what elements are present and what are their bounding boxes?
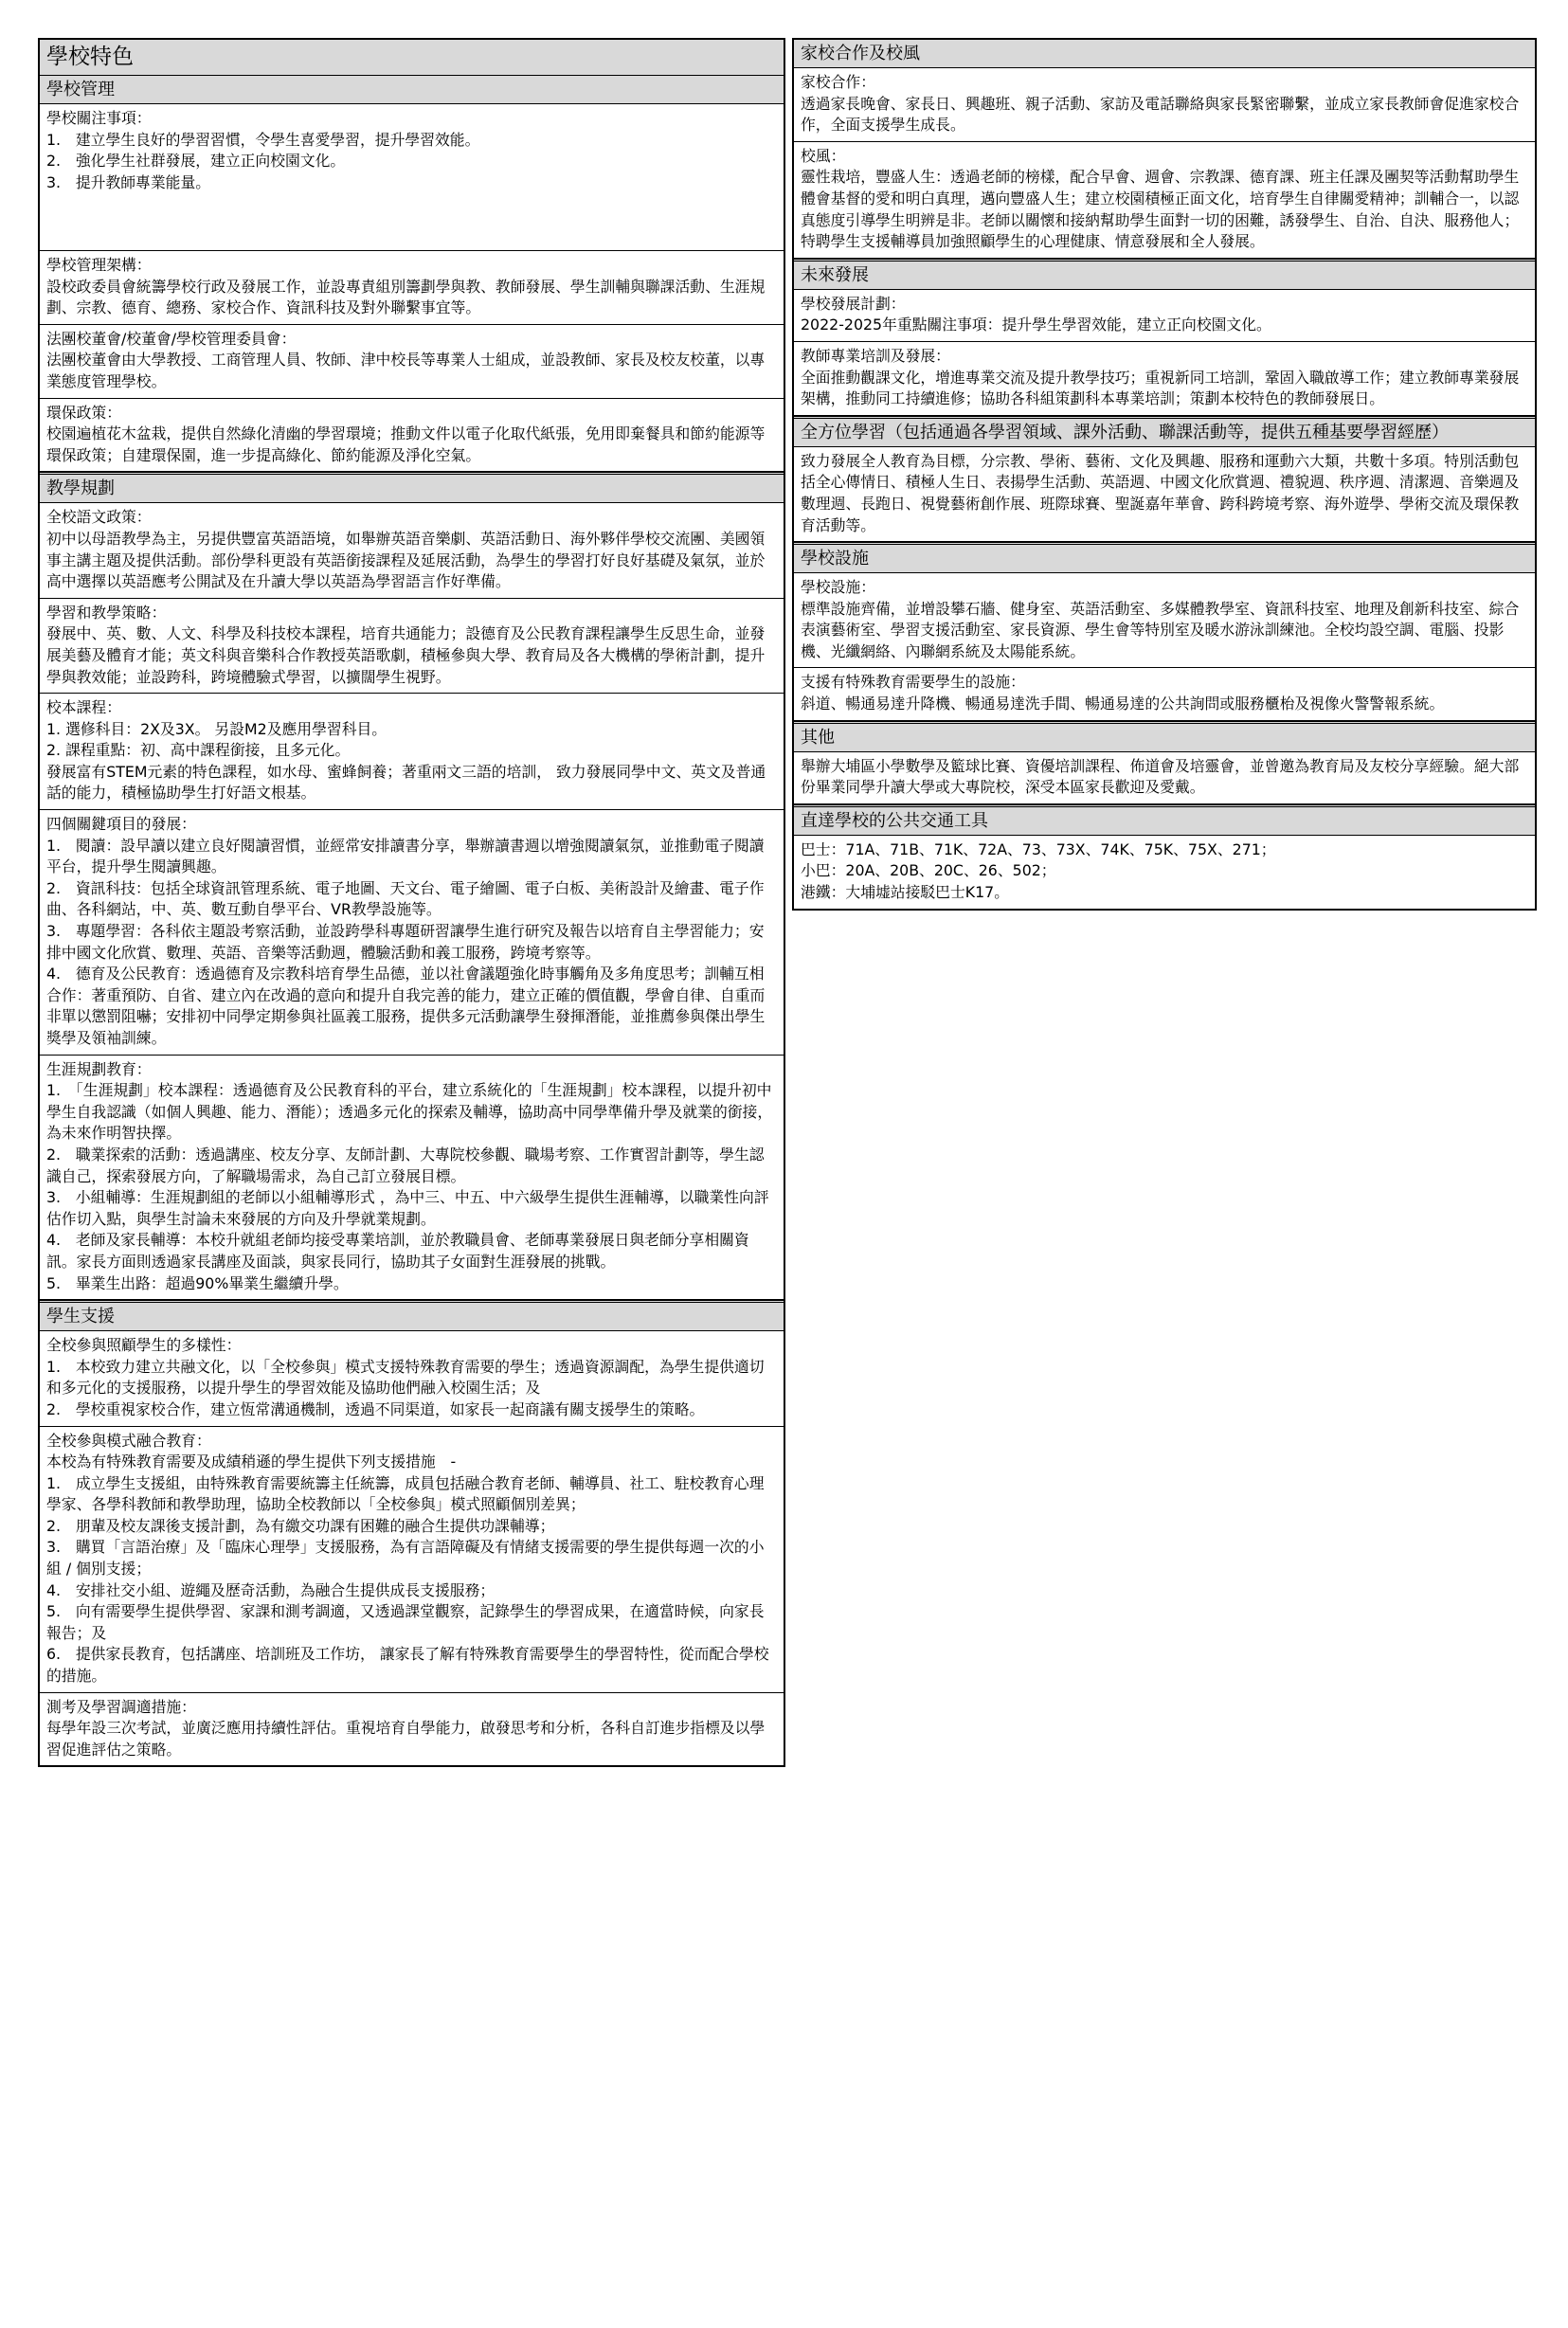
block-teacher-development <box>794 342 1535 416</box>
block-school-ethos <box>794 142 1535 259</box>
section-heading-home-school: 家校合作及校風 <box>794 40 1535 68</box>
block-management-structure <box>40 251 784 325</box>
block-text: 巴士：71A、71B、71K、72A、73、73X、74K、75K、75X、271； 小巴：20A、20B、20C、26、502； 港鐵：大埔墟站接駁巴士K17。 <box>801 839 1276 902</box>
block-label: 學校發展計劃： <box>801 294 906 313</box>
block-key-tasks <box>40 810 784 1056</box>
block-concerns <box>40 104 784 251</box>
block-assessment <box>40 1693 784 1766</box>
block-language-policy <box>40 503 784 598</box>
section-heading-facilities: 學校設施 <box>794 542 1535 573</box>
section-heading-others: 其他 <box>794 721 1535 752</box>
block-text: 舉辦大埔區小學數學及籃球比賽、資優培訓課程、佈道會及培靈會，並曾邀為教育局及友校分享經驗。絕大部份畢業同學升讀大學或大專院校，深受本區家長歡迎及愛戴。 <box>801 756 1520 797</box>
block-label: 測考及學習調適措施： <box>46 1697 196 1716</box>
block-sen-facilities <box>794 668 1535 720</box>
block-development-plan <box>794 290 1535 342</box>
section-heading-student-support: 學生支援 <box>40 1300 784 1331</box>
block-text: 設校政委員會統籌學校行政及發展工作，並設專責組別籌劃學與教、教師發展、學生訓輔與聯課活動、生涯規劃、宗教、德育、總務、家校合作、資訊科技及對外聯繫事宜等。 <box>46 277 766 317</box>
block-label: 學校設施： <box>801 578 875 597</box>
block-learning-strategy <box>40 599 784 694</box>
block-label: 生涯規劃教育： <box>46 1059 152 1078</box>
block-label: 全校語文政策： <box>46 508 152 527</box>
block-label: 校本課程： <box>46 698 121 717</box>
block-label: 教師專業培訓及發展： <box>801 346 950 365</box>
block-text: 1. 本校致力建立共融文化，以「全校參與」模式支援特殊教育需要的學生；透過資源調配，為學生提供適切和多元化的支援服務，以提升學生的學習效能及協助他們融入校園生活；及 2. 學校重視家校合作，建立恆常溝通機制，透過不同渠道，如家長一起商議有關支援學生的策略。 <box>46 1357 765 1418</box>
block-others <box>794 752 1535 804</box>
block-label: 全校參與照顧學生的多樣性： <box>46 1336 242 1355</box>
block-school-board <box>40 325 784 399</box>
block-label: 支援有特殊教育需要學生的設施： <box>801 673 1025 692</box>
section-heading-all-round-learning: 全方位學習（包括通過各學習領域、課外活動、聯課活動等，提供五種基要學習經歷） <box>794 416 1535 447</box>
block-label: 學習和教學策略： <box>46 603 167 622</box>
block-text: 本校為有特殊教育需要及成績稍遜的學生提供下列支援措施 - 1. 成立學生支援組，由特殊教育需要統籌主任統籌，成員包括融合教育老師、輔導員、社工、駐校教育心理學家、各學科教師和教學助理，協助全校教師以「全校參與」模式照顧個別差異； 2. 朋輩及校友課後支援計劃，為有繳交功課有困難的融合生提供功課輔導； 3. 購買「言語治療」及「臨床心理學」支援服務，為有言語障礙及有情緒支援需要的學生提供每週一次的小組 / 個別支援； 4. 安排社交小組、遊繩及歷奇活動，為融合生提供成長支援服務； 5. 向有需要學生提供學習、家課和測考調適，又透過課堂觀察，記錄學生的學習成果，在適當時候，向家長報告；及 6. 提供家長教育，包括講座、培訓班及工作坊， 讓家長了解有特殊教育需要學生的學習特性，從而配合學校的措施。 <box>46 1453 769 1686</box>
block-text: 發展中、英、數、人文、科學及科技校本課程，培育共通能力；設德育及公民教育課程讓學生反思生命，並發展美藝及體育才能；英文科與音樂科合作教授英語歌劇，積極參與大學、教育局及各大機構的學術計劃，提升學與教效能；並設跨科，跨境體驗式學習，以擴闊學生視野。 <box>46 624 766 686</box>
block-all-round-learning <box>794 447 1535 542</box>
block-integrated-education <box>40 1427 784 1693</box>
block-text: 每學年設三次考試，並廣泛應用持續性評估。重視培育自學能力，啟發思考和分析，各科自訂進步指標及以學習促進評估之策略。 <box>46 1719 766 1759</box>
block-text: 初中以母語教學為主，另提供豐富英語語境，如舉辦英語音樂劇、英語活動日、海外夥伴學校交流團、美國領事主講主題及提供活動。部份學科更設有英語銜接課程及延展活動，為學生的學習打好良好基礎及氣氛，並於高中選擇以英語應考公開試及在升讀大學以英語為學習語言作好準備。 <box>46 529 766 591</box>
section-heading-transport: 直達學校的公共交通工具 <box>794 804 1535 836</box>
block-diversity <box>40 1331 784 1426</box>
block-label: 四個關鍵項目的發展： <box>46 815 196 834</box>
block-school-facilities <box>794 573 1535 668</box>
block-text: 校園遍植花木盆栽，提供自然綠化清幽的學習環境；推動文件以電子化取代紙張，免用即棄餐具和節約能源等環保政策；自建環保園，進一步提高綠化、節約能源及淨化空氣。 <box>46 424 766 464</box>
block-text: 1. 閱讀：設早讀以建立良好閱讀習慣，並經常安排讀書分享，舉辦讀書週以增強閱讀氣氛，並推動電子閱讀平台，提升學生閱讀興趣。 2. 資訊科技：包括全球資訊管理系統、電子地圖、天文台、電子繪圖、電子白板、美術設計及繪畫、電子作曲、各科網站，中、英、數互動自學平台、VR教學設施等。 3. 專題學習：各科依主題設考察活動，並設跨學科專題研習讓學生進行研究及報告以培育自主學習能力；安排中國文化欣賞、數理、英語、音樂等活動週，體驗活動和義工服務，跨境考察等。 4. 德育及公民教育：透過德育及宗教科培育學生品德，並以社會議題強化時事觸角及多角度思考；訓輔互相合作：著重預防、自省、建立內在改過的意向和提升自我完善的能力，建立正確的價值觀，學會自律、自重而非單以懲罰阻嚇；安排初中同學定期參與社區義工服務，提供多元活動讓學生發揮潛能，並推薦參與傑出學生獎學及領袖訓練。 <box>46 836 766 1047</box>
block-label: 環保政策： <box>46 403 121 422</box>
page-title: 學校特色 <box>40 40 784 76</box>
block-text: 全面推動觀課文化，增進專業交流及提升教學技巧；重視新同工培訓，鞏固入職啟導工作；建立教師專業發展架構，推動同工持續進修；協助各科組策劃科本專業培訓；策劃本校特色的教師發展日。 <box>801 368 1520 408</box>
block-label: 學校關注事項： <box>46 109 152 127</box>
block-life-planning <box>40 1056 784 1301</box>
block-label: 校風： <box>801 146 846 165</box>
block-label: 家校合作： <box>801 73 875 91</box>
section-heading-future: 未來發展 <box>794 259 1535 290</box>
block-label: 法團校董會/校董會/學校管理委員會： <box>46 329 297 348</box>
block-text: 1. 建立學生良好的學習習慣，令學生喜愛學習，提升學習效能。 2. 強化學生社群發展，建立正向校園文化。 3. 提升教師專業能量。 <box>46 130 480 191</box>
block-home-school-cooperation <box>794 68 1535 142</box>
block-label: 全校參與模式融合教育： <box>46 1431 211 1450</box>
block-text: 標準設施齊備，並增設攀石牆、健身室、英語活動室、多媒體教學室、資訊科技室、地理及創新科技室、綜合表演藝術室、學習支援活動室、家長資源、學生會等特別室及暖水游泳訓練池。全校均設空調、電腦、投影機、光纖網絡、內聯網系統及太陽能系統。 <box>801 599 1520 660</box>
left-column <box>38 38 785 1767</box>
block-text: 法團校董會由大學教授、工商管理人員、牧師、津中校長等專業人士組成，並設教師、家長及校友校董，以專業態度管理學校。 <box>46 351 766 390</box>
block-text: 斜道、暢通易達升降機、暢通易達洗手間、暢通易達的公共詢問或服務櫃枱及視像火警警報系統。 <box>801 695 1445 713</box>
block-text: 2022-2025年重點關注事項：提升學生學習效能，建立正向校園文化。 <box>801 316 1271 334</box>
section-heading-teaching: 教學規劃 <box>40 472 784 503</box>
block-text: 透過家長晚會、家長日、興趣班、親子活動、家訪及電話聯絡與家長緊密聯繫，並成立家長教師會促進家校合作，全面支援學生成長。 <box>801 94 1520 135</box>
block-text: 1. 選修科目：2X及3X。 另設M2及應用學習科目。 2. 課程重點：初、高中課程銜接，且多元化。 發展富有STEM元素的特色課程，如水母、蜜蜂飼養；著重兩文三語的培訓， 致力發展同學中文、英文及普通話的能力，積極協助學生打好語文根基。 <box>46 719 766 803</box>
section-heading-school-management: 學校管理 <box>40 76 784 104</box>
block-text: 致力發展全人教育為目標，分宗教、學術、藝術、文化及興趣、服務和運動六大類，共數十多項。特別活動包括全心傳情日、積極人生日、表揚學生活動、英語週、中國文化欣賞週、禮貌週、秩序週、清潔週、音樂週及數理週、長跑日、視覺藝術創作展、班際球賽、聖誕嘉年華會、跨科跨境考察、海外遊學、學術交流及環保教育活動等。 <box>801 451 1520 534</box>
block-text: 靈性栽培，豐盛人生：透過老師的榜樣，配合早會、週會、宗教課、德育課、班主任課及團契等活動幫助學生體會基督的愛和明白真理，邁向豐盛人生；建立校園積極正面文化，培育學生自律關愛精神；訓輔合一，以認真態度引導學生明辨是非。老師以關懷和接納幫助學生面對一切的困難，誘發學生、自治、自決、服務他人；特聘學生支援輔導員加強照顧學生的心理健康、情意發展和全人發展。 <box>801 168 1520 251</box>
right-column <box>792 38 1537 911</box>
block-text: 1. 「生涯規劃」校本課程：透過德育及公民教育科的平台，建立系統化的「生涯規劃」校本課程，以提升初中學生自我認識（如個人興趣、能力、潛能）；透過多元化的探索及輔導，協助高中同學準備升學及就業的銜接，為未來作明智抉擇。 2. 職業探索的活動：透過講座、校友分享、友師計劃、大專院校參觀、職場考察、工作實習計劃等，學生認識自己，探索發展方向，了解職場需求，為自己訂立發展目標。 3. 小組輔導：生涯規劃組的老師以小組輔導形式 ，為中三、中五、中六級學生提供生涯輔導，以職業性向評估作切入點，與學生討論未來發展的方向及升學就業規劃。 4. 老師及家長輔導：本校升就組老師均接受專業培訓，並於教職員會、老師專業發展日與老師分享相關資訊。家長方面則透過家長講座及面談，與家長同行，協助其子女面對生涯發展的挑戰。 5. 畢業生出路：超過90%畢業生繼續升學。 <box>46 1081 773 1292</box>
block-school-curriculum <box>40 694 784 810</box>
block-environment-policy <box>40 399 784 473</box>
block-label: 學校管理架構： <box>46 256 152 274</box>
block-transport <box>794 836 1535 909</box>
